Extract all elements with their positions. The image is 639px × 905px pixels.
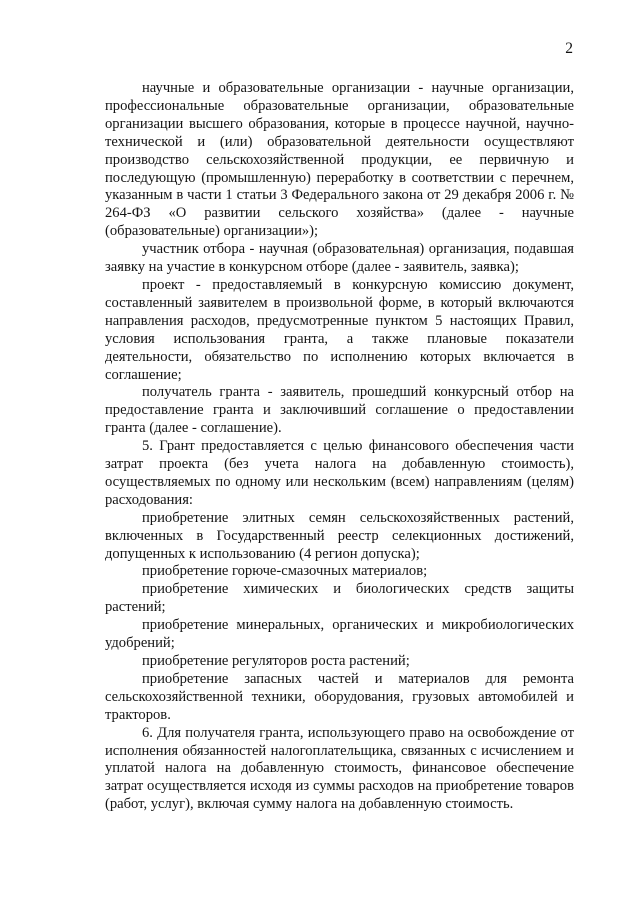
paragraph-definition-organizations: научные и образовательные организации - научные организации, профессиональные образовательные организации, образовательные организации высшего образования, которые в процессе научной, научно-технической и (или) образовательной деятельности осуществляют производство сельскохозяйственной продукции, ее первичную и последующую (промышленную) переработку в соответствии с перечнем, указанным в части 1 статьи 3 Федерального закона от 29 декабря 2006 г. № 264-ФЗ «О развитии сельского хозяйства» (далее - научные (образовательные) организации»);	[105, 80, 574, 240]
document-body	[105, 80, 574, 814]
paragraph-definition-recipient: получатель гранта - заявитель, прошедший конкурсный отбор на предоставление гранта и заключивший соглашение о предоставлении гранта (далее - соглашение).	[105, 384, 574, 437]
paragraph-expense-parts: приобретение запасных частей и материалов для ремонта сельскохозяйственной техники, оборудования, грузовых автомобилей и тракторов.	[105, 670, 574, 723]
paragraph-clause-5: 5. Грант предоставляется с целью финансового обеспечения части затрат проекта (без учета налога на добавленную стоимость), осуществляемых по одному или нескольким (всем) направлениям (целям) расходования:	[105, 438, 574, 508]
paragraph-expense-seeds: приобретение элитных семян сельскохозяйственных растений, включенных в Государственный реестр селекционных достижений, допущенных к использованию (4 регион допуска);	[105, 509, 574, 562]
paragraph-expense-fertilizers: приобретение минеральных, органических и микробиологических удобрений;	[105, 617, 574, 652]
paragraph-clause-6: 6. Для получателя гранта, использующего право на освобождение от исполнения обязанностей налогоплательщика, связанных с исчислением и уплатой налога на добавленную стоимость, финансовое обеспечение затрат осуществляется исходя из суммы расходов на приобретение товаров (работ, услуг), включая сумму налога на добавленную стоимость.	[105, 724, 574, 813]
paragraph-definition-project: проект - предоставляемый в конкурсную комиссию документ, составленный заявителем в произвольной форме, в который включаются направления расходов, предусмотренные пунктом 5 настоящих Правил, условия использования гранта, а также плановые показатели деятельности, обязательство по исполнению которых включается в соглашение;	[105, 276, 574, 383]
paragraph-expense-protection: приобретение химических и биологических средств защиты растений;	[105, 581, 574, 616]
paragraph-expense-fuel: приобретение горюче-смазочных материалов;	[142, 563, 428, 580]
page-number: 2	[565, 40, 573, 57]
paragraph-definition-participant: участник отбора - научная (образовательная) организация, подавшая заявку на участие в конкурсном отборе (далее - заявитель, заявка);	[105, 241, 574, 276]
paragraph-expense-regulators: приобретение регуляторов роста растений;	[142, 653, 410, 669]
